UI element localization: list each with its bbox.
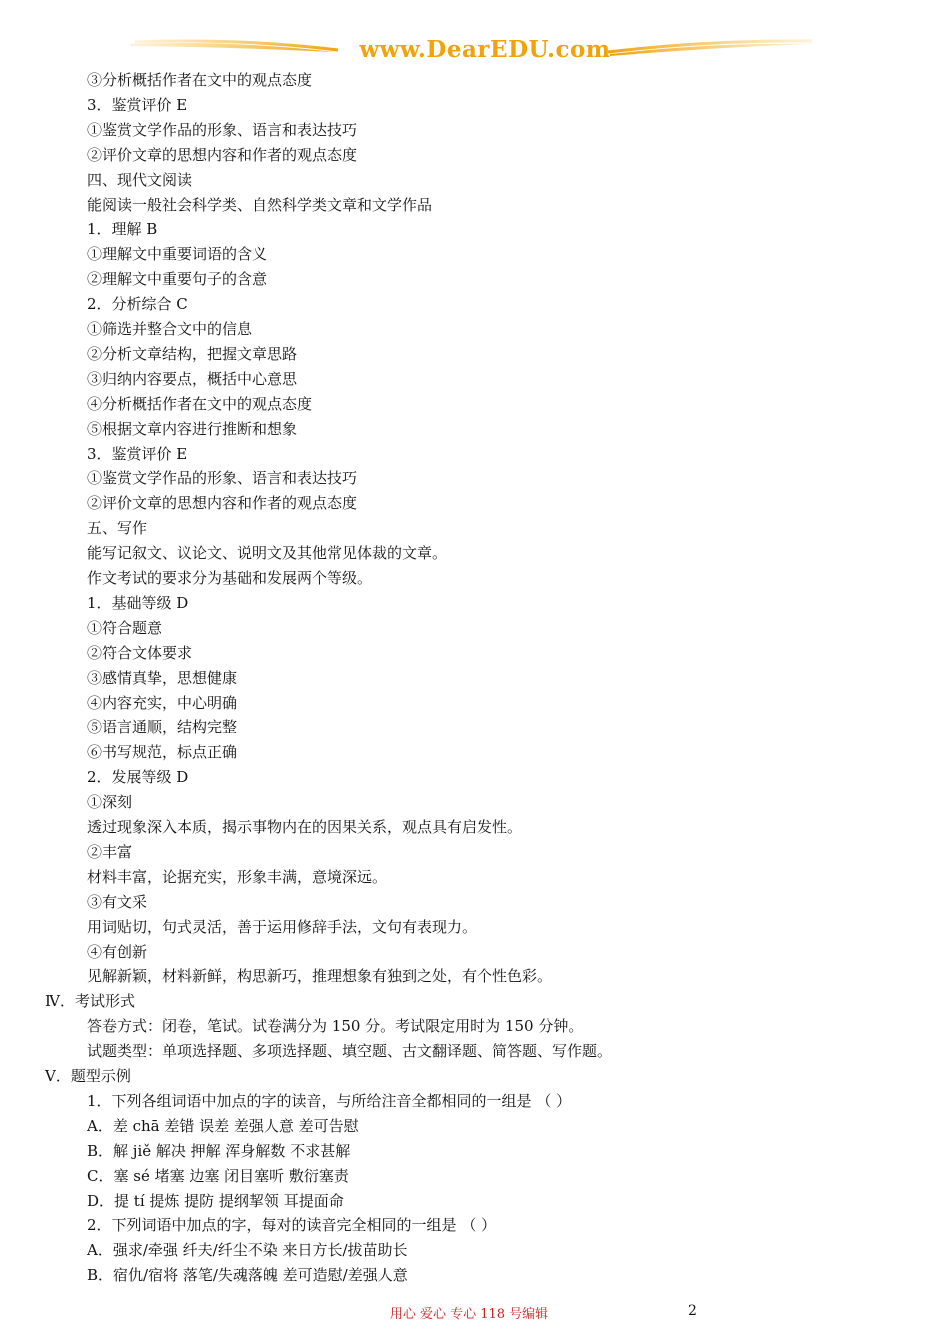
- text-line: ③有文采: [87, 892, 148, 911]
- text-line: 1．理解 B: [87, 220, 158, 239]
- text-line: ①鉴赏文学作品的形象、语言和表达技巧: [87, 469, 358, 488]
- text-line: Ⅳ．考试形式: [45, 992, 135, 1011]
- text-line: 2．分析综合 C: [87, 295, 188, 314]
- text-line: D．提 tí 提炼 提防 提纲挈领 耳提面命: [87, 1191, 344, 1210]
- text-line: ②评价文章的思想内容和作者的观点态度: [87, 494, 358, 513]
- text-line: 3．鉴赏评价 E: [87, 95, 188, 114]
- text-line: ②丰富: [87, 842, 133, 861]
- text-line: ④有创新: [87, 942, 148, 961]
- text-line: 四、现代文阅读: [87, 170, 193, 189]
- text-line: V．题型示例: [45, 1067, 131, 1085]
- text-line: 答卷方式：闭卷，笔试。试卷满分为 150 分。考试限定用时为 150 分钟。: [87, 1017, 584, 1036]
- text-line: ①鉴赏文学作品的形象、语言和表达技巧: [87, 120, 358, 139]
- text-line: A．差 chā 差错 误差 差强人意 差可告慰: [87, 1116, 359, 1135]
- text-line: ④内容充实，中心明确: [87, 693, 238, 712]
- text-line: 用词贴切，句式灵活，善于运用修辞手法，文句有表现力。: [87, 917, 478, 936]
- text-line: 见解新颖，材料新鲜，构思新巧，推理想象有独到之处，有个性色彩。: [87, 967, 553, 986]
- site-logo-text[interactable]: www.DearEDU.com: [359, 36, 611, 63]
- text-line: B．宿仇/宿将 落笔/失魂落魄 差可造慰/差强人意: [87, 1266, 408, 1285]
- text-line: 1．基础等级 D: [87, 593, 189, 612]
- text-line: A．强求/牵强 纤夫/纤尘不染 来日方长/拔苗助长: [87, 1241, 408, 1260]
- text-line: ②理解文中重要句子的含意: [87, 270, 268, 289]
- text-line: ①理解文中重要词语的含义: [87, 245, 268, 264]
- text-line: ⑤根据文章内容进行推断和想象: [87, 419, 298, 438]
- text-line: 能阅读一般社会科学类、自然科学类文章和文学作品: [87, 195, 433, 214]
- text-line: ①符合题意: [87, 618, 163, 637]
- footer-editor-note: 用心 爱心 专心 118 号编辑: [389, 1307, 549, 1322]
- text-line: ④分析概括作者在文中的观点态度: [87, 394, 313, 413]
- text-line: 2．下列词语中加点的字，每对的读音完全相同的一组是 （ ）: [87, 1216, 497, 1235]
- text-line: ②分析文章结构，把握文章思路: [87, 344, 298, 363]
- text-line: 3．鉴赏评价 E: [87, 444, 188, 463]
- text-line: 能写记叙文、议论文、说明文及其他常见体裁的文章。: [87, 544, 448, 563]
- text-line: ②评价文章的思想内容和作者的观点态度: [87, 145, 358, 164]
- text-line: 五、写作: [87, 519, 148, 538]
- text-line: ①筛选并整合文中的信息: [87, 320, 253, 338]
- text-line: 透过现象深入本质，揭示事物内在的因果关系，观点具有启发性。: [87, 818, 523, 836]
- text-line: 1．下列各组词语中加点的字的读音，与所给注音全都相同的一组是 （ ）: [87, 1091, 572, 1110]
- text-line: ⑥书写规范，标点正确: [87, 743, 238, 762]
- text-line: B．解 jiě 解决 押解 浑身解数 不求甚解: [87, 1141, 351, 1160]
- text-line: C．塞 sé 堵塞 边塞 闭目塞听 敷衍塞责: [87, 1166, 349, 1185]
- text-line: ③感情真挚，思想健康: [87, 668, 238, 687]
- text-line: 2．发展等级 D: [87, 768, 189, 787]
- page-header: [0, 0, 950, 75]
- text-line: 材料丰富，论据充实，形象丰满，意境深远。: [87, 867, 388, 886]
- text-line: ③分析概括作者在文中的观点态度: [87, 71, 313, 89]
- text-line: ③归纳内容要点，概括中心意思: [87, 369, 298, 388]
- text-line: 作文考试的要求分为基础和发展两个等级。: [87, 569, 373, 587]
- text-line: ⑤语言通顺，结构完整: [87, 718, 238, 737]
- text-line: ①深刻: [87, 793, 133, 812]
- page-number: 2: [688, 1303, 697, 1319]
- text-line: ②符合文体要求: [87, 643, 193, 662]
- text-line: 试题类型：单项选择题、多项选择题、填空题、古文翻译题、简答题、写作题。: [87, 1042, 613, 1061]
